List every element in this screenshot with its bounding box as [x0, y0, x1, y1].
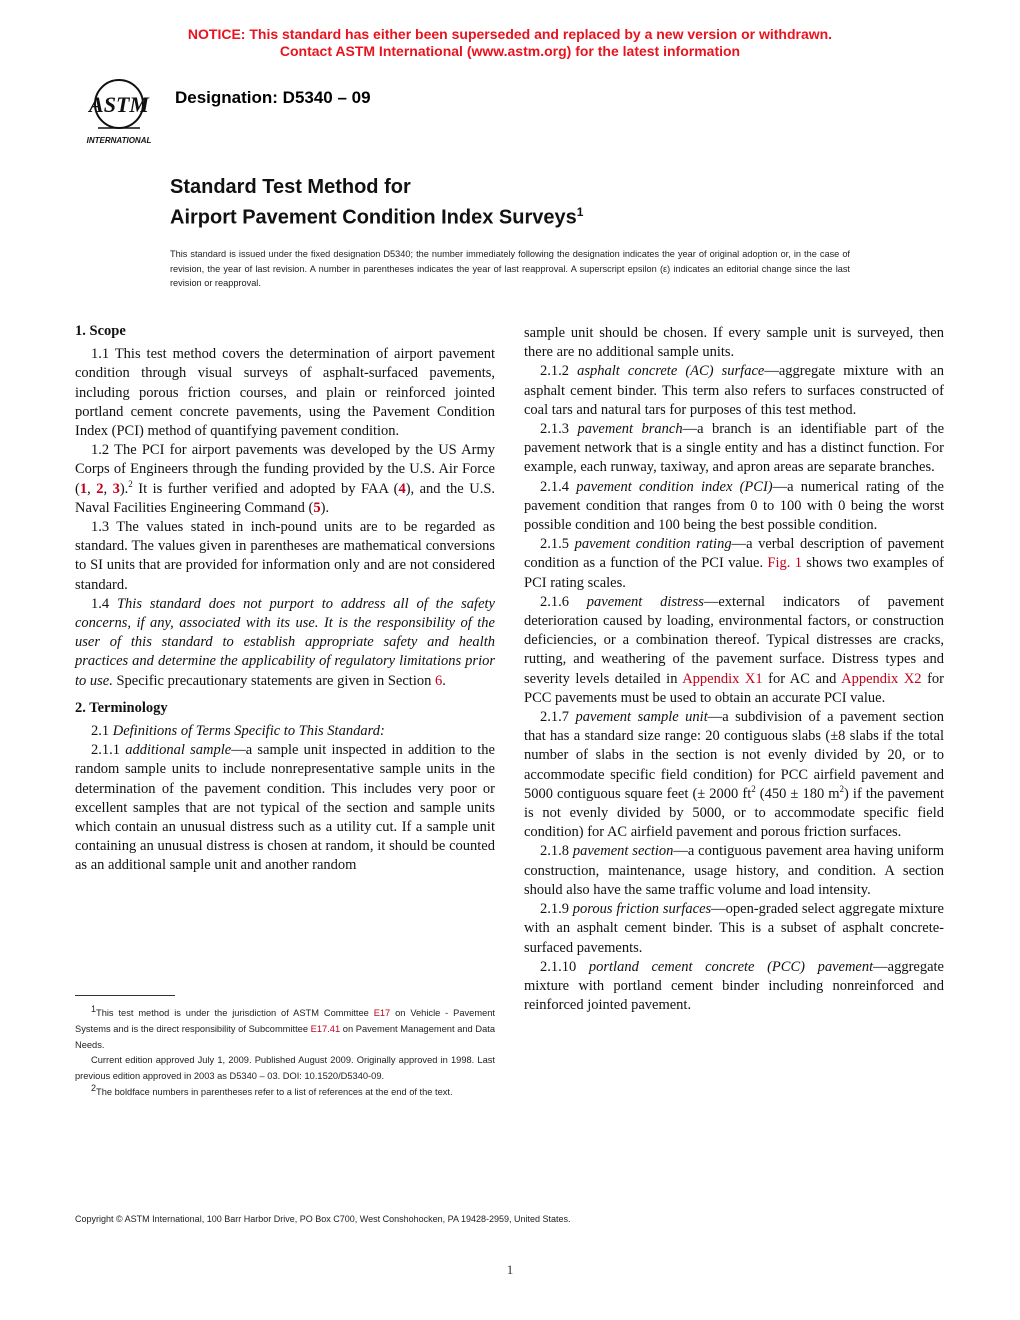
para-2-1-2: 2.1.2 asphalt concrete (AC) surface—aggregate mixture with an asphalt cement binder. This term also refers to surfaces constructed of coal tars and natural tars for purposes of this test method.	[524, 363, 944, 418]
withdrawal-notice	[0, 26, 1020, 60]
para-2-1-4: 2.1.4 pavement condition index (PCI)—a numerical rating of the pavement condition that ranges from 0 to 100 with 0 being the worst possible condition and 100 being the best possible condition.	[524, 478, 944, 534]
subcommittee-e17-41-link[interactable]: E17.41	[310, 1023, 341, 1034]
para-2-1-1: 2.1.1 additional sample—a sample unit inspected in addition to the random sample units to include nonrepresentative sample units in the determination of the pavement condition. This includes very poor or excellent samples that are not typical of the section and sample units which contain an unusual distress such as a utility cut. If a sample unit containing an unusual distress is chosen at random, it should be counted as an additional sample unit and another random	[75, 742, 495, 874]
right-column	[524, 324, 944, 1015]
left-column	[75, 322, 495, 876]
committee-e17-link[interactable]: E17	[373, 1008, 391, 1018]
designation: Designation: D5340 – 09	[175, 88, 371, 107]
footnote-divider	[75, 995, 175, 996]
logo-letters: ASTM	[89, 92, 149, 117]
footnotes	[75, 1003, 496, 1101]
para-1-1: 1.1 This test method covers the determination of airport pavement condition through visual surveys of asphalt-surfaced pavements, including porous friction courses, and plain or reinforced jointed portland cement concrete pavements, using the Pavement Condition Index (PCI) method of quantifying pavement condition.	[75, 346, 495, 440]
para-1-2: 1.2 The PCI for airport pavements was developed by the US Army Corps of Engineers through the funding provided by the U.S. Air Force (1, 2, 3).$^2$ It is further verified and adopted by FAA (4), and the U.S. Naval Facilities Engineering Command (5).	[75, 442, 496, 516]
para-2-1-8: 2.1.8 pavement section—a contiguous pavement area having uniform construction, maintenance, usage history, and condition. A section should also have the same traffic volume and load intensity.	[524, 843, 944, 898]
ref-link-1[interactable]: 1	[79, 480, 88, 497]
ref-link-2[interactable]: 2	[96, 480, 104, 497]
page-number: 1	[506, 1262, 514, 1277]
appendix-x1-link[interactable]: Appendix X1	[682, 670, 763, 687]
para-1-3: 1.3 The values stated in inch-pound units are to be regarded as standard. The values given in parentheses are mathematical conversions to SI units that are provided for information only and are not considered standard.	[75, 519, 495, 593]
title-footnote-mark: 1	[576, 205, 584, 219]
astm-logo-icon	[78, 78, 160, 148]
section-heading-scope: 1. Scope	[75, 323, 126, 339]
footnote-2: 2The boldface numbers in parentheses refer to a list of references at the end of the text.	[91, 1082, 453, 1097]
appendix-x2-link[interactable]: Appendix X2	[841, 670, 922, 687]
ref-link-5[interactable]: 5	[313, 499, 321, 516]
section-6-link[interactable]: 6	[434, 672, 443, 689]
para-2-1-9: 2.1.9 porous friction surfaces—open-graded select aggregate mixture with an asphalt cement binder. This is a subset of asphalt concrete-surfaced pavements.	[524, 901, 944, 956]
document-title	[170, 175, 583, 231]
footnote-1-edition: Current edition approved July 1, 2009. Published August 2009. Originally approved in 1998. Last previous edition approved in 2003 as D5340 – 03. DOI: 10.1520/D5340-09.	[75, 1055, 495, 1082]
title-text: Airport Pavement Condition Index Surveys	[170, 206, 577, 229]
para-2-1-5: 2.1.5 pavement condition rating—a verbal description of pavement condition as a function of the PCI value. Fig. 1 shows two examples of PCI rating scales.	[524, 536, 945, 591]
title-line-2	[170, 200, 583, 231]
para-continuation: sample unit should be chosen. If every sample unit is surveyed, then there are no additional sample units.	[524, 325, 944, 361]
footnote-ref-2: 2	[128, 478, 133, 489]
logo-caption: INTERNATIONAL	[86, 136, 152, 145]
fig-1-link[interactable]: Fig. 1	[767, 555, 802, 572]
section-heading-terminology: 2. Terminology	[75, 699, 168, 716]
para-1-4: 1.4 This standard does not purport to address all of the safety concerns, if any, associated with its use. It is the responsibility of the user of this standard to establish appropriate safety and health practices and determine the applicability of regulatory limitations prior to use. Specific precautionary statements are given in Section 6.	[75, 595, 495, 689]
astm-logo	[78, 78, 160, 148]
para-2-1-6: 2.1.6 pavement distress—external indicators of pavement deterioration caused by loading, environmental factors, or construction deficiencies, or a combination thereof. Typical distresses are cracks, rutting, and weathering of the pavement surface. Distress types and severity levels detailed in Appendix X1 for AC and Appendix X2 for PCC pavements must be used to obtain an accurate PCI value.	[524, 593, 944, 706]
title-line-1: Standard Test Method for	[170, 176, 411, 198]
ref-link-3[interactable]: 3	[112, 480, 120, 497]
para-2-1-7: 2.1.7 pavement sample unit—a subdivision of a pavement section that has a standard size range: 20 contiguous slabs (±8 slabs if the total number of slabs in the section is not evenly divided by 20, or to accommodate specific field condition) for PCC airfield pavement and 5000 contiguous square feet (± 2000 $ft^2$ (450 ± 180 $m^2$) if the pavement is not evenly divided by 5000, or to accommodate specific field condition) for AC airfield pavement and porous friction surfaces.	[524, 709, 944, 841]
notice-line-2: Contact ASTM International (www.astm.org) for the latest information	[279, 43, 741, 59]
para-2-1-10: 2.1.10 portland cement concrete (PCC) pavement—aggregate mixture with portland cement binder including nonreinforced and reinforced jointed pavement.	[524, 958, 944, 1014]
issue-note: This standard is issued under the fixed designation D5340; the number immediately following the designation indicates the year of original adoption or, in the case of revision, the year of last revision. A number in parentheses indicates the year of last reapproval. A superscript epsilon (ε) indicates an editorial change since the last revision or reapproval.	[170, 249, 850, 288]
copyright-line: Copyright © ASTM International, 100 Barr Harbor Drive, PO Box C700, West Conshohocken, PA 19428-2959, United States.	[75, 1214, 571, 1224]
notice-line-1: NOTICE: This standard has either been superseded and replaced by a new version or withdrawn.	[187, 26, 833, 42]
ref-link-4[interactable]: 4	[398, 480, 406, 497]
para-2-1: 2.1 Definitions of Terms Specific to This Standard:	[91, 723, 385, 740]
footnote-1: 1This test method is under the jurisdiction of ASTM Committee E17 on Vehicle - Pavement Systems and is the direct responsibility of Subcommittee E17.41 on Pavement Management and Data Needs.	[75, 1003, 496, 1050]
para-2-1-3: 2.1.3 pavement branch—a branch is an identifiable part of the pavement network that is a single entity and has a distinct function. For example, each runway, taxiway, and apron areas are separate branches.	[524, 421, 945, 476]
